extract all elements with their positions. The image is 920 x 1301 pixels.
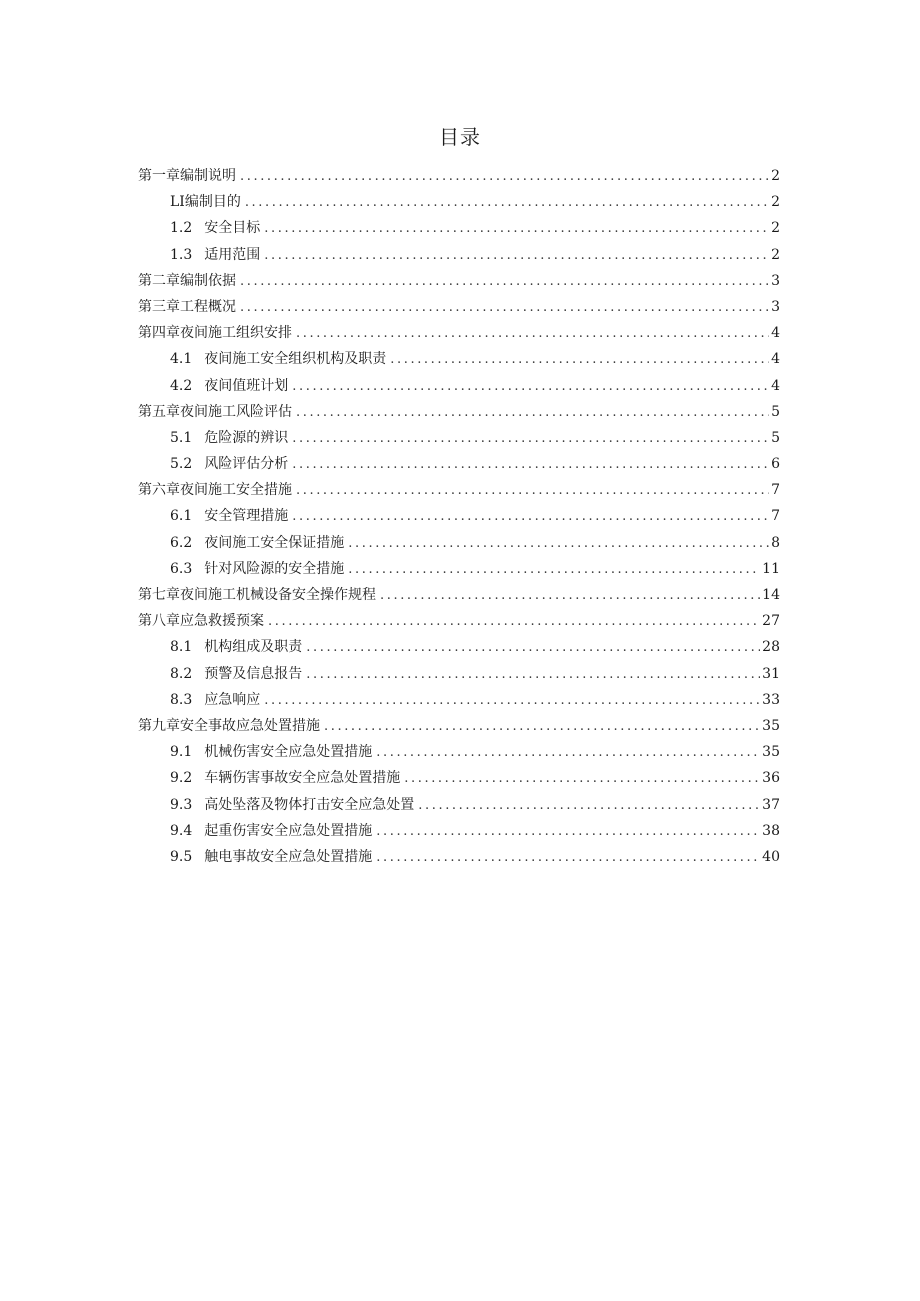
toc-entry-page-number: 7: [771, 482, 780, 499]
toc-entry-page-number: 37: [762, 796, 780, 813]
toc-entry-page-number: 36: [762, 770, 780, 787]
toc-entry-label: 第五章夜间施工风险评估: [138, 403, 292, 420]
toc-entry-label: 车辆伤害事故安全应急处置措施: [204, 770, 401, 787]
toc-entry[interactable]: [138, 425, 780, 451]
toc-dot-leader: [264, 688, 760, 714]
toc-dot-leader: [404, 766, 760, 792]
toc-entry-label: 第四章夜间施工组织安排: [138, 325, 292, 342]
toc-entry-page-number: 2: [771, 168, 780, 184]
toc-entry-page-number: 6: [771, 456, 780, 473]
toc-entry[interactable]: [138, 661, 780, 687]
toc-entry-page-number: 31: [762, 665, 780, 682]
toc-entry-label: 夜间施工安全组织机构及职责: [204, 351, 387, 368]
toc-entry-page-number: 27: [762, 613, 780, 630]
toc-dot-leader: [306, 662, 760, 688]
toc-entry-page-number: 38: [762, 822, 780, 839]
toc-entry[interactable]: [138, 346, 780, 372]
toc-entry-page-number: 3: [771, 272, 780, 289]
toc-entry[interactable]: [138, 320, 780, 346]
toc-entry-label: 第八章应急救援预案: [138, 613, 264, 630]
toc-entry-page-number: 40: [762, 848, 780, 865]
toc-dot-leader: [296, 400, 769, 426]
toc-dot-leader: [240, 164, 769, 190]
toc-entry[interactable]: [138, 582, 780, 608]
toc-dot-leader: [296, 478, 769, 504]
toc-entry-page-number: 4: [771, 351, 780, 368]
toc-dot-leader: [376, 819, 760, 845]
toc-entry-number: 4.1: [170, 351, 193, 368]
toc-entry-label: 预警及信息报告: [204, 665, 303, 682]
toc-dot-leader: [296, 321, 769, 347]
toc-entry-label: 第七章夜间施工机械设备安全操作规程: [138, 587, 376, 603]
toc-dot-leader: [376, 845, 760, 871]
toc-entry-label: 夜间施工安全保证措施: [204, 534, 345, 551]
toc-entry[interactable]: [138, 477, 780, 503]
toc-entry-label: 第三章工程概况: [138, 298, 236, 315]
toc-dot-leader: [292, 504, 769, 530]
toc-entry-page-number: 7: [771, 508, 780, 525]
toc-entry-number: 4.2: [170, 377, 193, 394]
toc-dot-leader: [268, 609, 760, 635]
toc-entry-label: 第九章安全事故应急处置措施: [138, 717, 320, 734]
toc-dot-leader: [324, 714, 760, 740]
toc-entry-page-number: 28: [762, 639, 780, 656]
toc-entry-number: 1.3: [170, 246, 193, 263]
toc-entry-page-number: 2: [771, 194, 780, 211]
toc-entry-number: 8.1: [170, 639, 193, 656]
toc-entry-label: 应急响应: [204, 691, 261, 708]
toc-dot-leader: [376, 740, 760, 766]
toc-dot-leader: [292, 452, 769, 478]
toc-entry-number: 6.3: [170, 560, 193, 577]
toc-entry[interactable]: [138, 451, 780, 477]
toc-list: [138, 163, 780, 870]
toc-entry-label: 第一章编制说明: [138, 168, 236, 184]
toc-entry-page-number: 8: [771, 534, 780, 551]
toc-entry-number: 1.2: [170, 220, 193, 237]
toc-entry[interactable]: [138, 792, 780, 818]
toc-dot-leader: [240, 295, 769, 321]
toc-entry-page-number: 35: [762, 744, 780, 761]
toc-entry-number: 6.1: [170, 508, 193, 525]
toc-entry-page-number: 11: [762, 560, 780, 577]
toc-entry[interactable]: [138, 818, 780, 844]
toc-entry-number: 8.3: [170, 691, 193, 708]
toc-entry-page-number: 5: [771, 403, 780, 420]
toc-dot-leader: [292, 374, 769, 400]
toc-entry[interactable]: [138, 294, 780, 320]
toc-title: 目录: [439, 125, 481, 149]
toc-entry-label: 第二章编制依据: [138, 272, 236, 289]
toc-entry[interactable]: [138, 373, 780, 399]
toc-entry-label: 危险源的辨识: [204, 429, 289, 446]
toc-entry[interactable]: [138, 765, 780, 791]
toc-entry-number: 9.1: [170, 744, 193, 761]
toc-entry[interactable]: [138, 844, 780, 870]
toc-entry[interactable]: [138, 608, 780, 634]
toc-entry[interactable]: [138, 713, 780, 739]
toc-dot-leader: [264, 243, 769, 269]
toc-entry-label: 风险评估分析: [204, 456, 289, 473]
toc-dot-leader: [292, 426, 769, 452]
toc-entry[interactable]: [138, 189, 780, 215]
toc-entry-page-number: 2: [771, 246, 780, 263]
toc-entry-label: LI编制目的: [170, 194, 241, 211]
toc-entry-label: 针对风险源的安全措施: [204, 560, 345, 577]
toc-dot-leader: [306, 635, 760, 661]
toc-entry-label: 夜间值班计划: [204, 377, 289, 394]
toc-entry-label: 安全管理措施: [204, 508, 289, 525]
toc-entry-number: 9.5: [170, 848, 193, 865]
toc-entry-number: 9.2: [170, 770, 193, 787]
toc-entry-number: 9.3: [170, 796, 193, 813]
toc-entry[interactable]: [138, 530, 780, 556]
toc-entry[interactable]: [138, 268, 780, 294]
toc-entry-page-number: 5: [771, 429, 780, 446]
toc-entry[interactable]: [138, 634, 780, 660]
toc-dot-leader: [418, 793, 760, 819]
toc-dot-leader: [380, 583, 760, 609]
toc-entry-page-number: 4: [771, 377, 780, 394]
toc-entry-label: 机构组成及职责: [204, 639, 303, 656]
toc-entry-label: 安全目标: [204, 220, 261, 237]
toc-entry[interactable]: [138, 556, 780, 582]
toc-entry-number: 5.2: [170, 456, 193, 473]
toc-entry-page-number: 2: [771, 220, 780, 237]
toc-entry[interactable]: [138, 687, 780, 713]
toc-entry-number: 6.2: [170, 534, 193, 551]
toc-entry-label: 第六章夜间施工安全措施: [138, 482, 292, 499]
toc-entry[interactable]: [138, 503, 780, 529]
toc-entry[interactable]: [138, 242, 780, 268]
toc-entry-label: 适用范围: [204, 246, 261, 263]
toc-entry-page-number: 4: [771, 325, 780, 342]
toc-dot-leader: [264, 216, 769, 242]
toc-dot-leader: [245, 190, 769, 216]
toc-entry[interactable]: [138, 399, 780, 425]
toc-entry-label: 起重伤害安全应急处置措施: [204, 822, 373, 839]
toc-entry-label: 触电事故安全应急处置措施: [204, 848, 373, 865]
toc-entry-number: 9.4: [170, 822, 193, 839]
toc-entry-number: 8.2: [170, 665, 193, 682]
toc-entry-page-number: 14: [762, 587, 780, 603]
toc-dot-leader: [348, 531, 769, 557]
toc-entry-label: 机械伤害安全应急处置措施: [204, 744, 373, 761]
toc-dot-leader: [240, 269, 769, 295]
toc-entry-page-number: 33: [762, 691, 780, 708]
toc-entry[interactable]: [138, 215, 780, 241]
toc-entry-number: 5.1: [170, 429, 193, 446]
toc-entry-page-number: 35: [762, 717, 780, 734]
toc-entry-label: 高处坠落及物体打击安全应急处置: [204, 796, 415, 813]
toc-dot-leader: [390, 347, 769, 373]
toc-entry[interactable]: [138, 739, 780, 765]
toc-entry[interactable]: [138, 163, 780, 189]
toc-entry-page-number: 3: [771, 298, 780, 315]
toc-dot-leader: [348, 557, 760, 583]
